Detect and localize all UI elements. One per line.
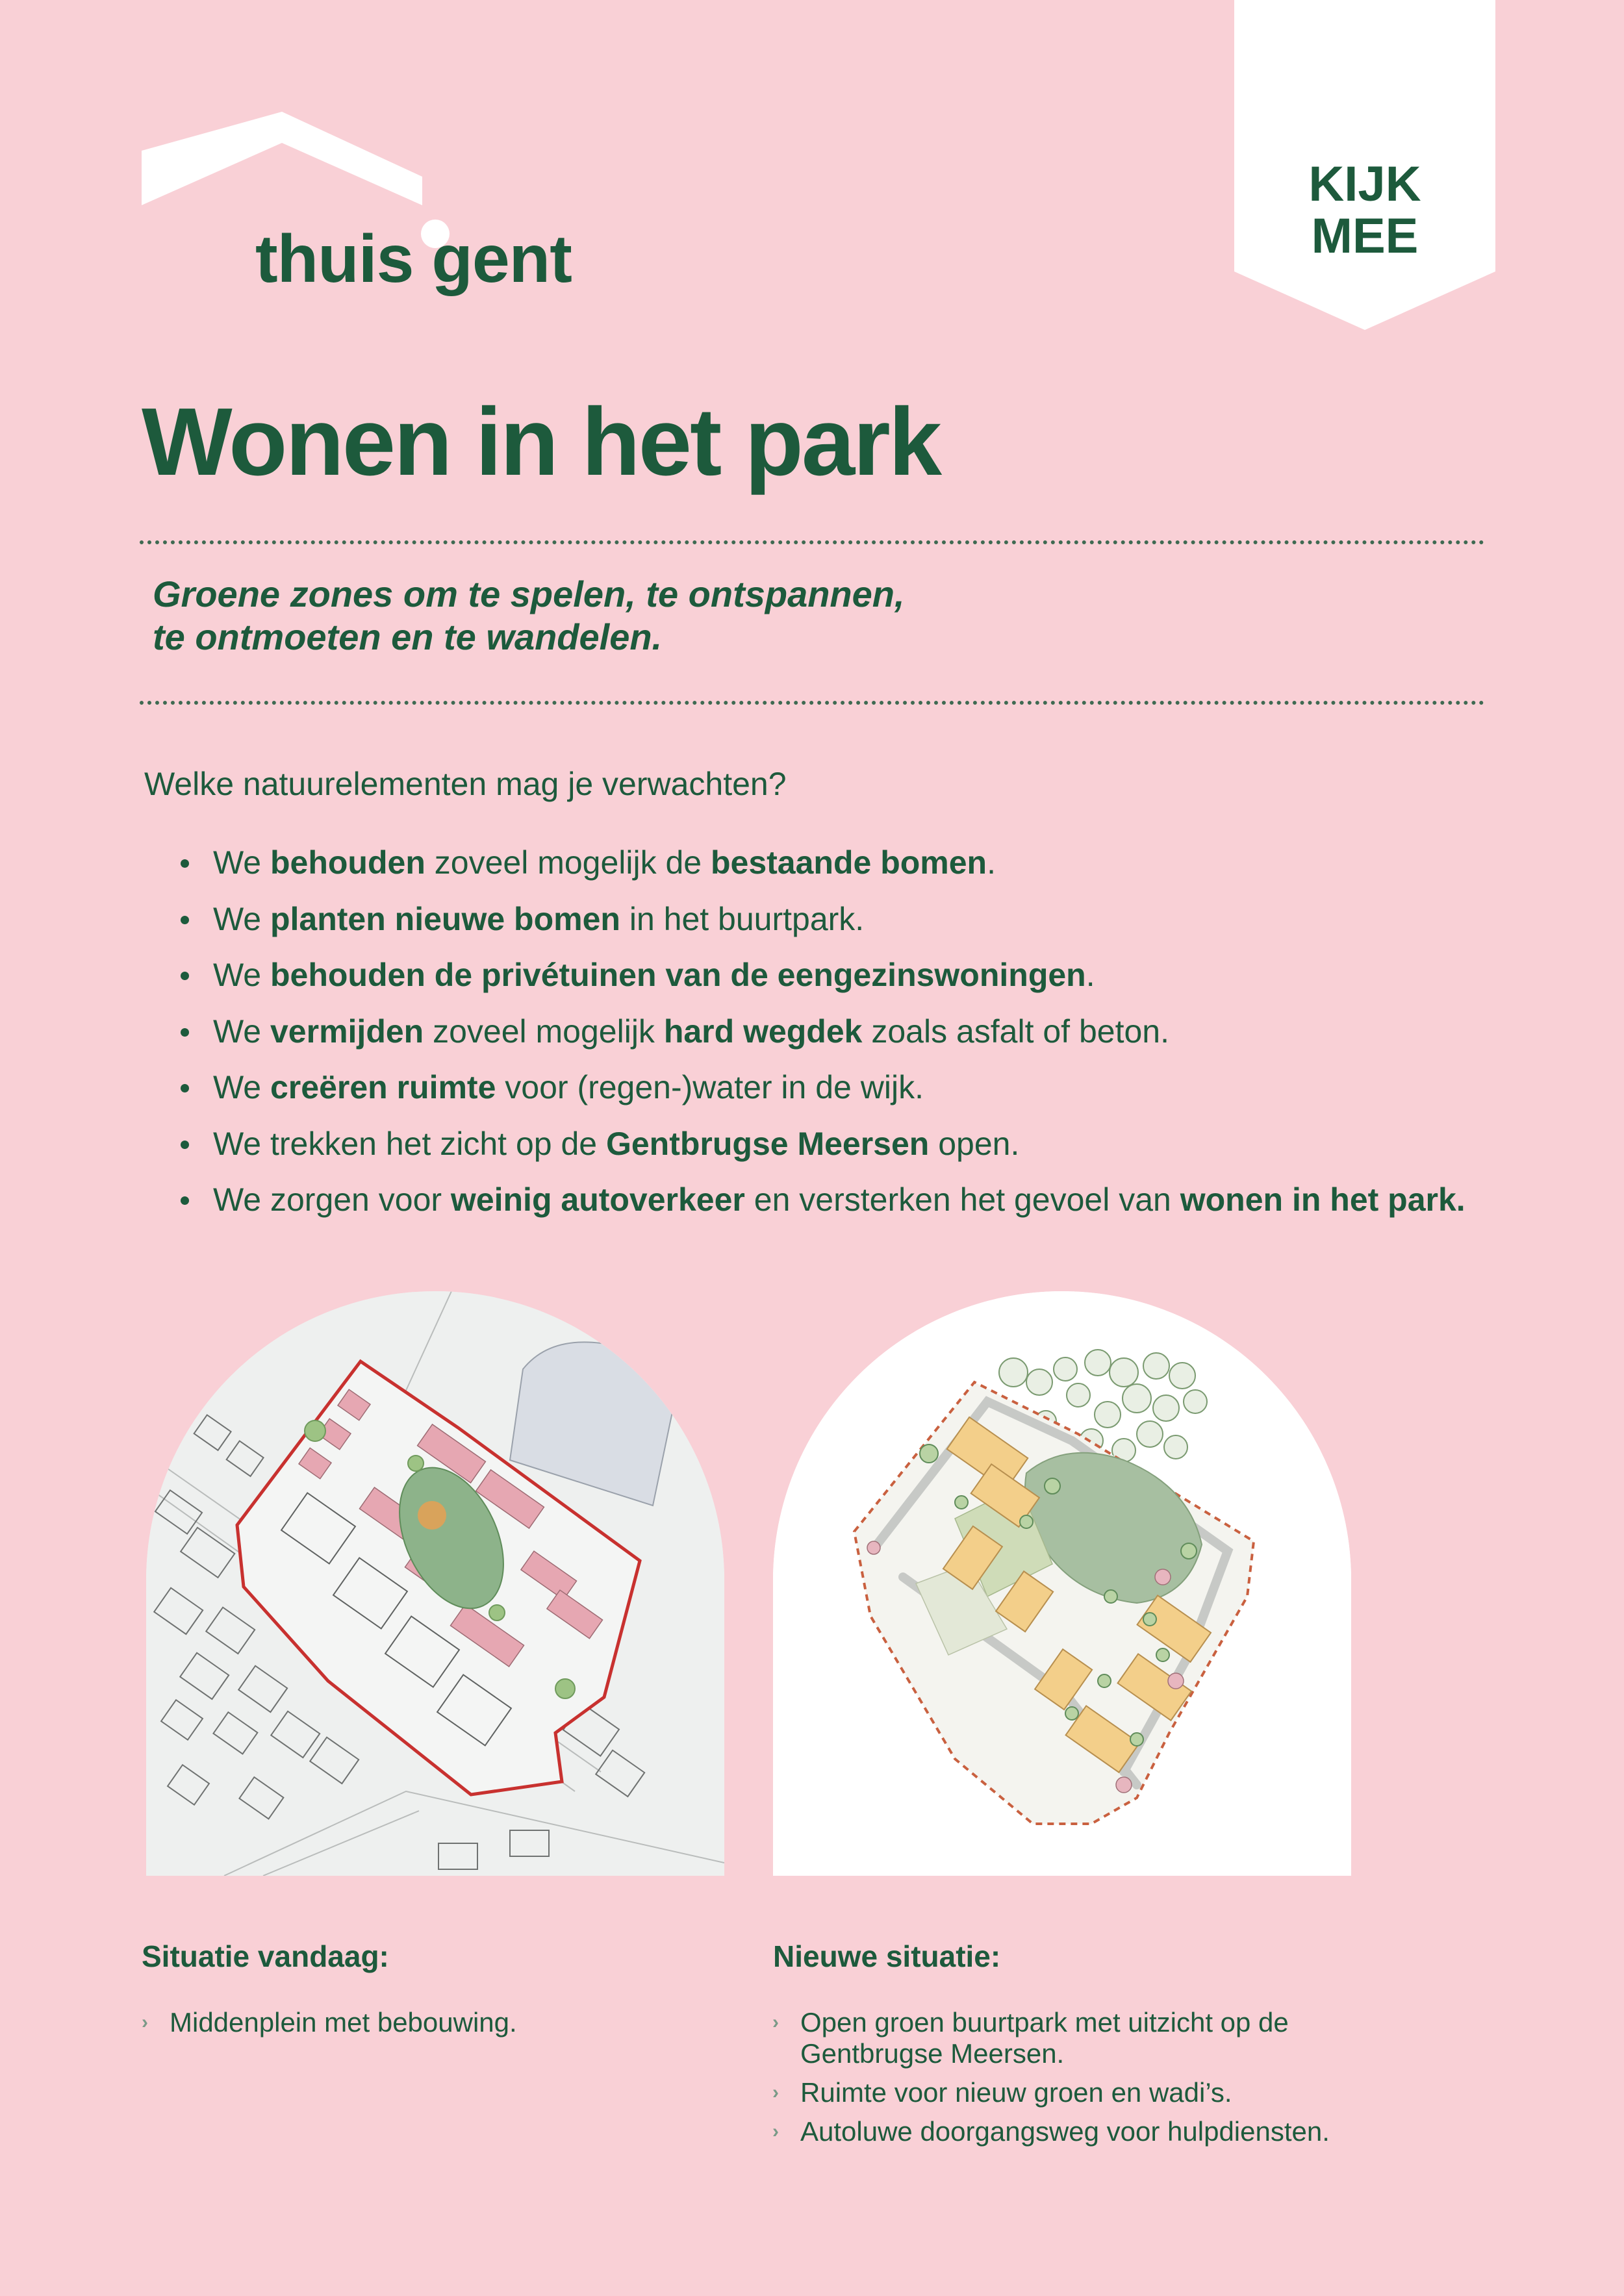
list-item-text: Ruimte voor nieuw groen en wadi’s. (800, 2077, 1232, 2108)
chevron-right-icon: › (142, 2012, 148, 2033)
current-site-plan (146, 1291, 724, 1876)
nature-element-item (177, 891, 1465, 948)
list-item (772, 2007, 1383, 2069)
subtitle-line-1: Groene zones om te spelen, te ontspannen, (153, 574, 905, 614)
logo-roof-icon (142, 112, 422, 205)
nature-element-item (177, 1116, 1465, 1172)
chevron-right-icon: › (772, 2121, 779, 2142)
chevron-right-icon: › (772, 2082, 779, 2103)
new-situation-map (773, 1291, 1351, 1876)
kijk-mee-badge (1234, 158, 1495, 262)
bullet-text: zoveel mogelijk de (425, 844, 711, 881)
current-situation-map (146, 1291, 724, 1876)
bullet-text: zoals asfalt of beton. (862, 1013, 1169, 1050)
page-title: Wonen in het park (142, 388, 941, 496)
intro-question: Welke natuurelementen mag je verwachten? (144, 766, 787, 802)
bullet-text: . (1085, 957, 1095, 993)
nature-element-item (177, 1003, 1465, 1060)
dotted-divider (140, 701, 1484, 705)
nature-element-item (177, 1172, 1465, 1228)
bullet-text: en versterken het gevoel van (744, 1181, 1180, 1218)
dotted-divider (140, 540, 1484, 544)
bullet-text: We trekken het zicht op de (213, 1125, 606, 1162)
list-item-text: Open groen buurtpark met uitzicht op de Gentbrugse Meersen. (800, 2007, 1289, 2069)
bullet-emphasis: behouden de privétuinen van de eengezinswoningen (270, 957, 1086, 993)
bullet-text: We (213, 900, 270, 937)
chevron-right-icon: › (772, 2012, 779, 2033)
new-site-plan (773, 1291, 1351, 1876)
bullet-text: voor (regen-)water in de wijk. (496, 1069, 924, 1105)
nature-element-item (177, 835, 1465, 891)
subtitle-line-2: te ontmoeten en te wandelen. (153, 616, 663, 657)
nature-element-item (177, 947, 1465, 1003)
list-item (772, 2116, 1383, 2147)
bullet-text: We zorgen voor (213, 1181, 451, 1218)
brand-logo[interactable]: thuis gent (255, 221, 572, 297)
current-situation-title: Situatie vandaag: (142, 1939, 389, 1973)
bullet-emphasis: wonen in het park. (1180, 1181, 1465, 1218)
nature-element-item (177, 1059, 1465, 1116)
bullet-emphasis: planten nieuwe bomen (270, 900, 620, 937)
new-situation-title: Nieuwe situatie: (773, 1939, 1001, 1973)
list-item-text: Autoluwe doorgangsweg voor hulpdiensten. (800, 2116, 1330, 2147)
list-item-text: Middenplein met bebouwing. (170, 2007, 517, 2037)
bullet-emphasis: creëren ruimte (270, 1069, 496, 1105)
bullet-emphasis: Gentbrugse Meersen (605, 1125, 930, 1162)
bullet-emphasis: hard wegdek (663, 1013, 863, 1050)
current-situation-list (142, 2007, 726, 2046)
bullet-text: . (987, 844, 996, 881)
bullet-text: We (213, 957, 270, 993)
bullet-text: in het buurtpark. (620, 900, 865, 937)
badge-line-1: KIJK (1308, 157, 1421, 212)
bullet-text: We (213, 844, 270, 881)
bullet-emphasis: weinig autoverkeer (450, 1181, 745, 1218)
new-situation-list (772, 2007, 1383, 2155)
bullet-text: zoveel mogelijk (424, 1013, 664, 1050)
bullet-text: We (213, 1069, 270, 1105)
bullet-emphasis: vermijden (270, 1013, 424, 1050)
bullet-emphasis: bestaande bomen (711, 844, 987, 881)
bullet-text: We (213, 1013, 270, 1050)
bullet-text: open. (929, 1125, 1020, 1162)
nature-elements-list (177, 835, 1465, 1228)
bullet-emphasis: behouden (270, 844, 425, 881)
subtitle (153, 573, 905, 659)
badge-line-2: MEE (1311, 208, 1419, 264)
list-item (142, 2007, 726, 2038)
list-item (772, 2077, 1383, 2108)
